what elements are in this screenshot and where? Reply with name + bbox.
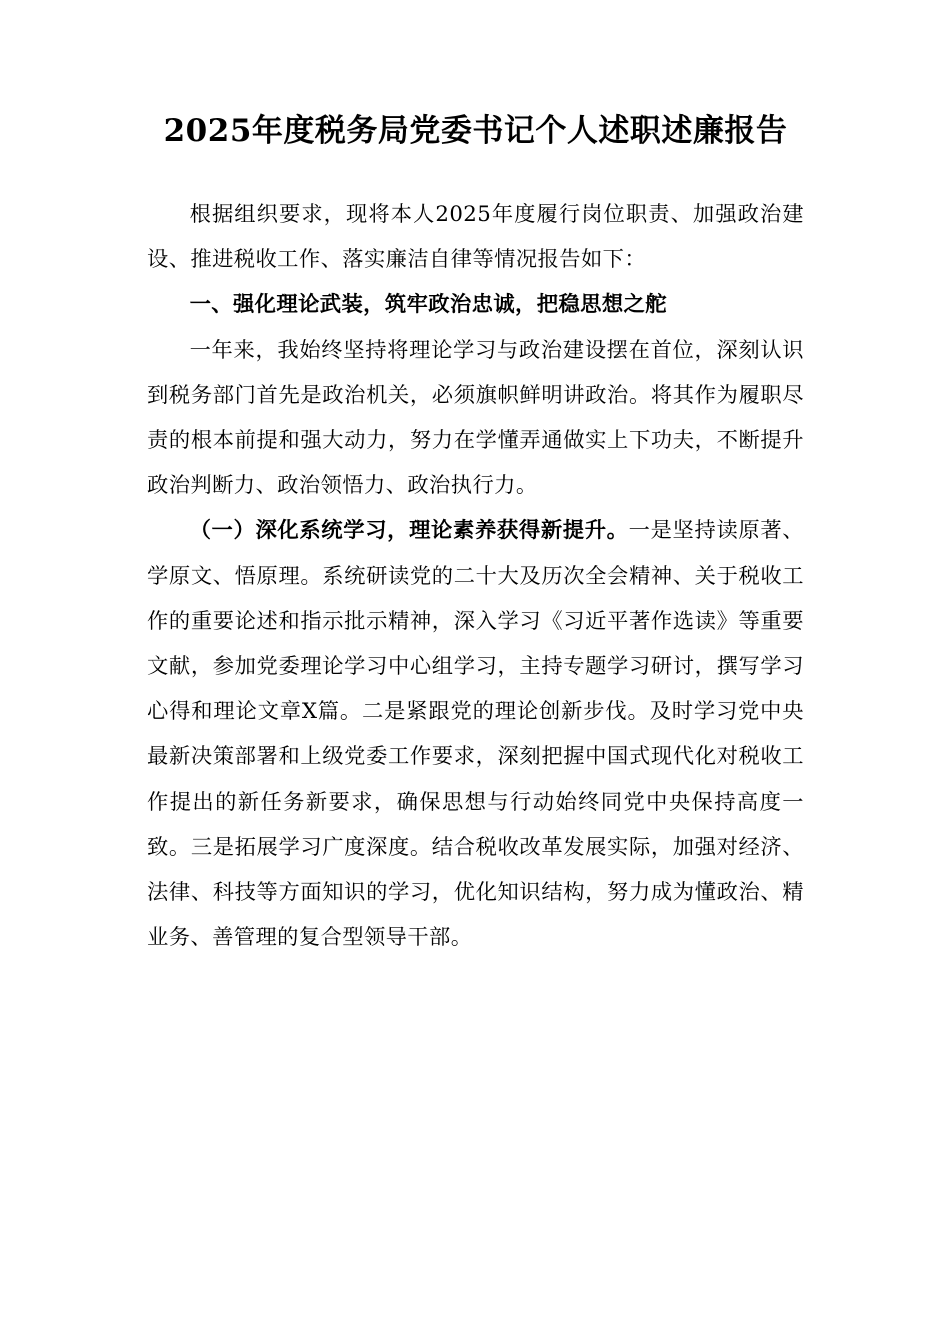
subsection-1-paragraph [147, 508, 804, 960]
subsection-1-heading: （一）深化系统学习，理论素养获得新提升。 [189, 518, 629, 544]
intro-paragraph: 根据组织要求，现将本人2025年度履行岗位职责、加强政治建设、推进税收工作、落实廉洁自律等情况报告如下： [147, 202, 804, 273]
subsection-1-text: 一是坚持读原著、学原文、悟原理。系统研读党的二十大及历次全会精神、关于税收工作的重要论述和指示批示精神，深入学习《习近平著作选读》等重要文献，参加党委理论学习中心组学习，主持专题学习研讨，撰写学习心得和理论文章X篇。二是紧跟党的理论创新步伐。及时学习党中央最新决策部署和上级党委工作要求，深刻把握中国式现代化对税收工作提出的新任务新要求，确保思想与行动始终同党中央保持高度一致。三是拓展学习广度深度。结合税收改革发展实际，加强对经济、法律、科技等方面知识的学习，优化知识结构，努力成为懂政治、精业务、善管理的复合型领导干部。 [147, 518, 804, 951]
section-1-heading: 一、强化理论武装，筑牢政治忠诚，把稳思想之舵 [189, 292, 667, 318]
document-page [147, 108, 804, 960]
section-1-paragraph: 一年来，我始终坚持将理论学习与政治建设摆在首位，深刻认识到税务部门首先是政治机关，必须旗帜鲜明讲政治。将其作为履职尽责的根本前提和强大动力，努力在学懂弄通做实上下功夫，不断提升政治判断力、政治领悟力、政治执行力。 [147, 337, 804, 499]
document-body [147, 192, 804, 960]
document-title: 2025年度税务局党委书记个人述职述廉报告 [163, 113, 788, 149]
